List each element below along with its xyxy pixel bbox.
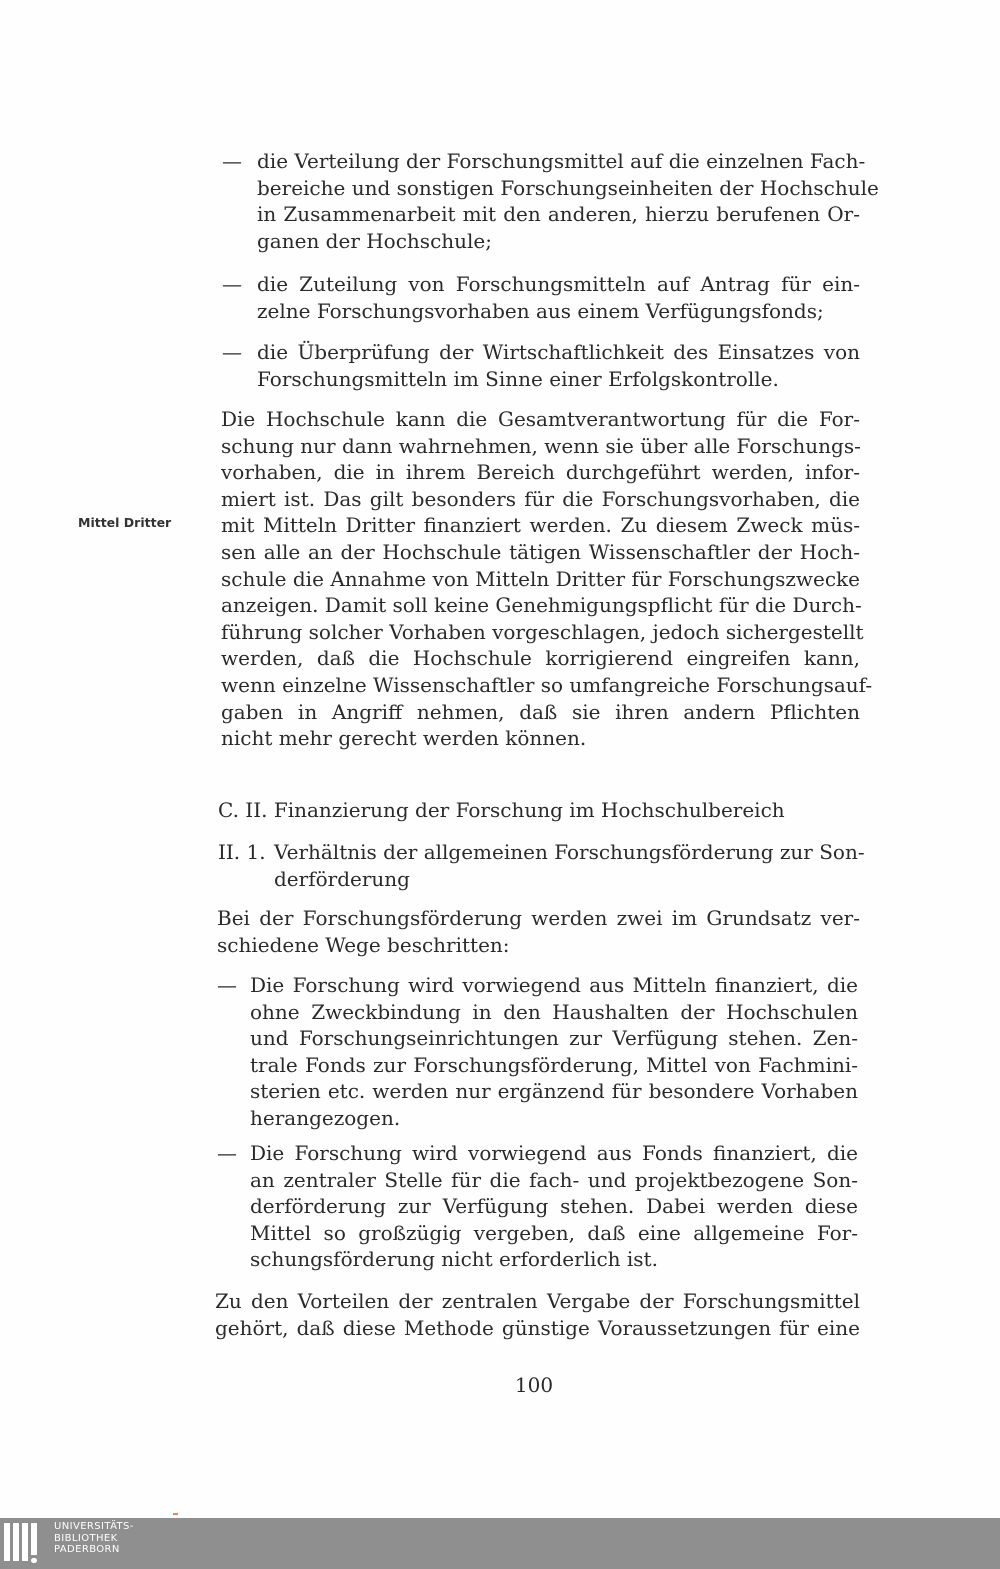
subsection-title: Verhältnis der allgemeinen Forschungsförderung zur Son- derförderung xyxy=(274,840,865,891)
list-item-distribution: die Verteilung der Forschungsmittel auf die einzelnen Fach- bereiche und sonstigen Forschungseinheiten der Hochschule in Zusammenarbeit mit den anderen, hierzu berufenen Or- ganen der Hochschule; xyxy=(257,149,879,253)
list-dash: — xyxy=(217,973,237,997)
list-item-special-funding: Die Forschung wird vorwiegend aus Fonds finanziert, die an zentraler Stelle für die fach- und projektbezogene Son- derförderung zur Verfügung stehen. Dabei werden diese Mittel so großzügig vergeben, daß eine allgemeine For- schungsförderung nicht erforderlich ist. xyxy=(250,1141,858,1272)
list-item-general-funding: Die Forschung wird vorwiegend aus Mitteln finanziert, die ohne Zweckbindung in den Haushalten der Hochschulen und Forschungseinrichtungen zur Verfügung stehen. Zen- trale Fonds zur Forschungsförderung, Mittel von Fachmini- sterien etc. werden nur ergänzend für besondere Vorhaben herangezogen. xyxy=(250,973,858,1130)
margin-note: Mittel Dritter xyxy=(78,515,172,530)
paragraph-responsibility: Die Hochschule kann die Gesamtverantwortung für die For- schung nur dann wahrnehmen, wenn sie über alle Forschungs- vorhaben, die in ihrem Bereich durchgeführt werden, infor- miert ist. Das gilt besonders für die Forschungsvorhaben, die mit Mitteln Dritter finanziert werden. Zu diesem Zweck müs- sen alle an der Hochschule tätigen Wissenschaftler der Hoch- schule die Annahme von Mitteln Dritter für Forschungszwecke anzeigen. Damit soll keine Genehmigungspflicht für die Durch- führung solcher Vorhaben vorgeschlagen, jedoch sichergestellt werden, daß die Hochschule korrigierend eingreifen kann, wenn einzelne Wissenschaftler so umfangreiche Forschungsauf- gaben in Angriff nehmen, daß sie ihren andern Pflichten nicht mehr gerecht werden können. xyxy=(221,407,873,751)
library-footer xyxy=(0,1518,1000,1569)
library-logo xyxy=(0,1518,160,1569)
section-heading: C. II. Finanzierung der Forschung im Hochschulbereich xyxy=(218,798,785,822)
scan-mark xyxy=(173,1513,178,1515)
library-logo-icon xyxy=(4,1523,44,1561)
paragraph-two-ways: Bei der Forschungsförderung werden zwei im Grundsatz ver- schiedene Wege beschritten: xyxy=(217,906,860,957)
list-dash: — xyxy=(222,149,242,173)
list-dash: — xyxy=(222,340,242,364)
paragraph-advantages: Zu den Vorteilen der zentralen Vergabe der Forschungsmittel gehört, daß diese Methode günstige Voraussetzungen für eine xyxy=(215,1289,860,1340)
library-name: UNIVERSITÄTS- BIBLIOTHEK PADERBORN xyxy=(54,1521,134,1555)
list-item-review: die Überprüfung der Wirtschaftlichkeit des Einsatzes von Forschungsmitteln im Sinne einer Erfolgskontrolle. xyxy=(257,340,860,391)
page-number: 100 xyxy=(514,1373,554,1397)
list-dash: — xyxy=(217,1141,237,1165)
list-dash: — xyxy=(222,272,242,296)
subsection-number: II. 1. xyxy=(218,840,266,864)
list-item-allocation: die Zuteilung von Forschungsmitteln auf Antrag für ein- zelne Forschungsvorhaben aus einem Verfügungsfonds; xyxy=(257,272,860,323)
